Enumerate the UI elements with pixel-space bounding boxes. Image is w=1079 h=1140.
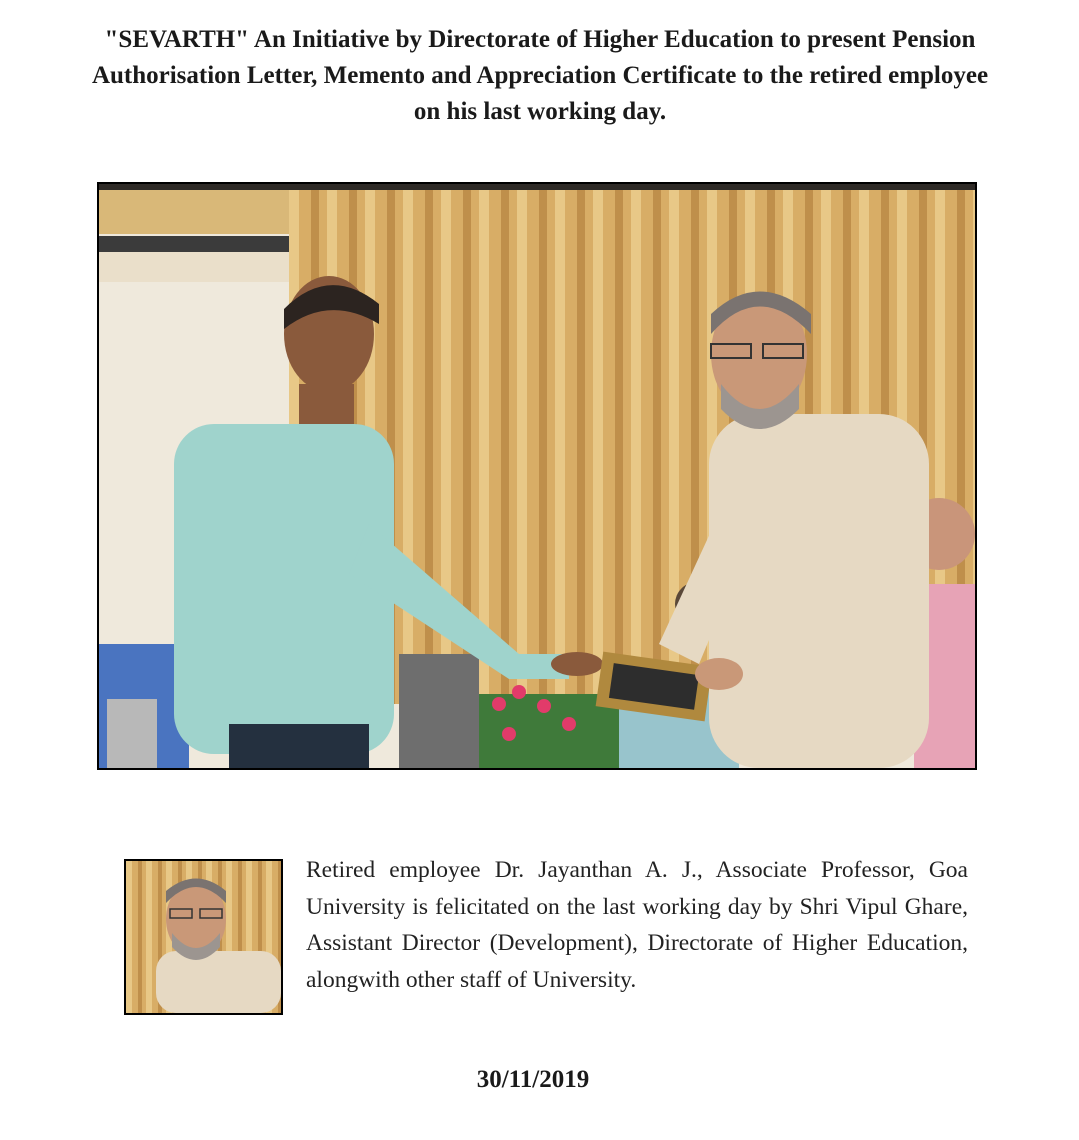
photo-caption: Retired employee Dr. Jayanthan A. J., Associate Professor, Goa University is felicitated on the last working day by Shri Vipul Ghare, Assistant Director (Development), Directorate of Higher Education, alongwith other staff of University. bbox=[306, 857, 968, 993]
event-photo bbox=[97, 182, 977, 770]
event-date: 30/11/2019 bbox=[476, 1066, 590, 1093]
page-title: "SEVARTH" An Initiative by Directorate of Higher Education to present Pension Authorisation Letter, Memento and Appreciation Certificate to the retired employee on his last working day. bbox=[91, 26, 989, 125]
retiree-portrait-photo bbox=[124, 859, 283, 1015]
